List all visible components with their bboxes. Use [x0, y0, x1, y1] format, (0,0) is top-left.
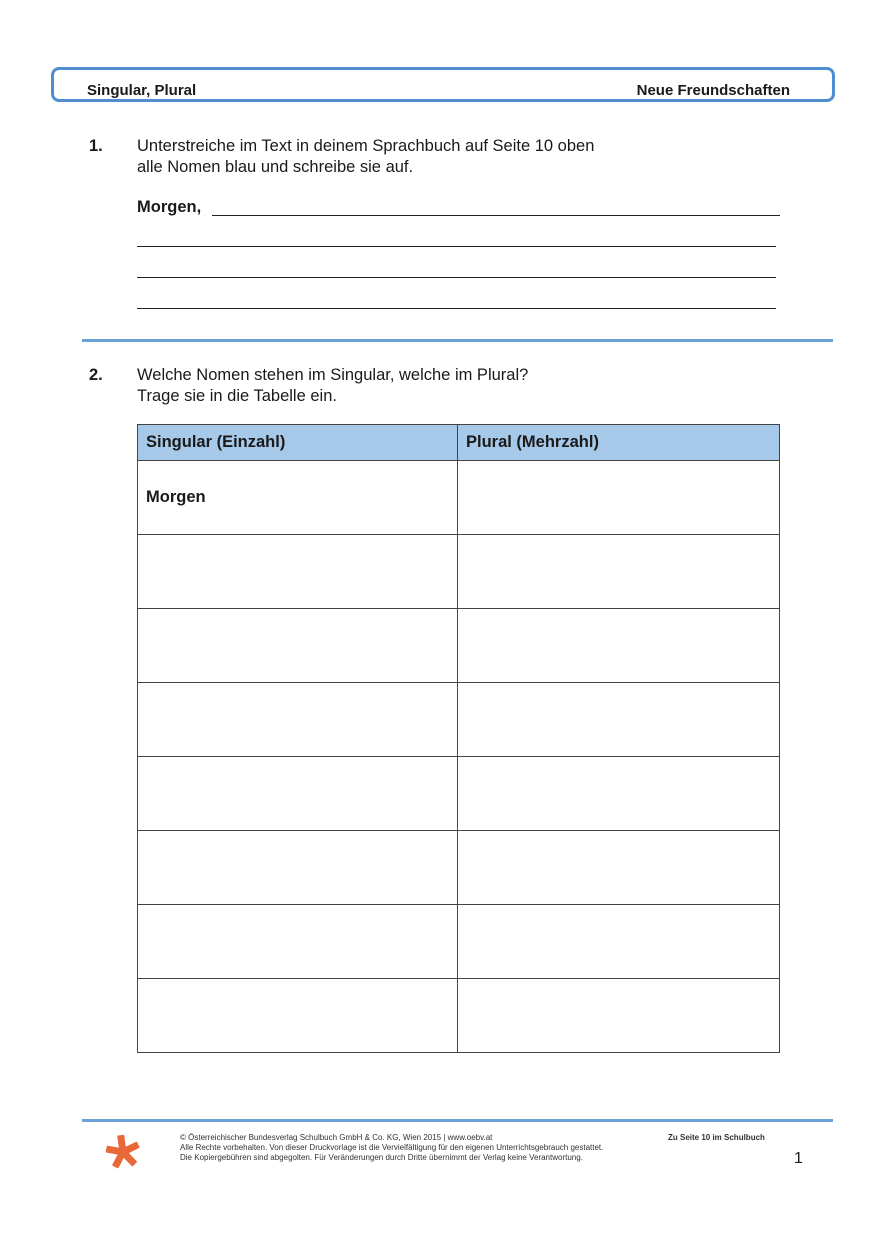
cell-plural[interactable]: [458, 831, 780, 905]
header-singular: Singular (Einzahl): [138, 425, 458, 461]
cell-singular[interactable]: [138, 757, 458, 831]
cell-singular[interactable]: [138, 831, 458, 905]
table-row: [138, 461, 780, 535]
cell-plural[interactable]: [458, 609, 780, 683]
page-number: 1: [794, 1150, 803, 1167]
cell-singular[interactable]: [138, 683, 458, 757]
footer-reference: Zu Seite 10 im Schulbuch: [668, 1133, 765, 1142]
table-row: [138, 609, 780, 683]
header-right-title: Neue Freundschaften: [636, 82, 790, 99]
task1-line-2: alle Nomen blau und schreibe sie auf.: [137, 158, 414, 176]
cell-singular[interactable]: [138, 905, 458, 979]
header-plural: Plural (Mehrzahl): [458, 425, 780, 461]
task1-answer-start: Morgen,: [137, 198, 202, 216]
answer-line-3[interactable]: [137, 277, 776, 278]
footer-divider: [82, 1119, 833, 1122]
cell-singular[interactable]: [138, 609, 458, 683]
header-box: [51, 67, 835, 102]
task2-number: 2.: [89, 366, 103, 384]
task1-number: 1.: [89, 137, 103, 155]
table-row: [138, 831, 780, 905]
cell-singular[interactable]: [138, 979, 458, 1053]
task1-line-1: Unterstreiche im Text in deinem Sprachbuch auf Seite 10 oben: [137, 137, 595, 155]
cell-singular[interactable]: [138, 535, 458, 609]
task1-instructions: [137, 136, 594, 178]
section-divider: [82, 339, 833, 342]
table-header-row: [138, 425, 780, 461]
task2-line-1: Welche Nomen stehen im Singular, welche im Plural?: [137, 366, 529, 384]
cell-plural[interactable]: [458, 979, 780, 1053]
table-row: [138, 757, 780, 831]
footer-line-1: © Österreichischer Bundesverlag Schulbuch GmbH & Co. KG, Wien 2015 | www.oebv.at: [180, 1133, 493, 1142]
cell-plural[interactable]: [458, 461, 780, 535]
cell-plural[interactable]: [458, 535, 780, 609]
footer-line-3: Die Kopiergebühren sind abgegolten. Für Veränderungen durch Dritte übernimmt der Verlag keine Verantwortung.: [180, 1153, 583, 1162]
answer-line-1[interactable]: [212, 215, 780, 216]
header-left-title: Singular, Plural: [87, 82, 197, 99]
table-row: [138, 683, 780, 757]
footer-line-2: Alle Rechte vorbehalten. Von dieser Druckvorlage ist die Vervielfältigung für den eigenen Unterrichtsgebrauch gestattet.: [180, 1143, 604, 1152]
table-row: [138, 535, 780, 609]
table-row: [138, 905, 780, 979]
cell-plural[interactable]: [458, 683, 780, 757]
task2-line-2: Trage sie in die Tabelle ein.: [137, 387, 337, 405]
task2-instructions: [137, 365, 528, 407]
answer-line-2[interactable]: [137, 246, 776, 247]
answer-line-4[interactable]: [137, 308, 776, 309]
cell-plural[interactable]: [458, 757, 780, 831]
asterisk-logo-icon: [104, 1133, 142, 1171]
table-row: [138, 979, 780, 1053]
cell-singular[interactable]: Morgen: [138, 461, 458, 535]
cell-plural[interactable]: [458, 905, 780, 979]
noun-table: [137, 424, 780, 1053]
footer-copyright: [180, 1133, 603, 1163]
